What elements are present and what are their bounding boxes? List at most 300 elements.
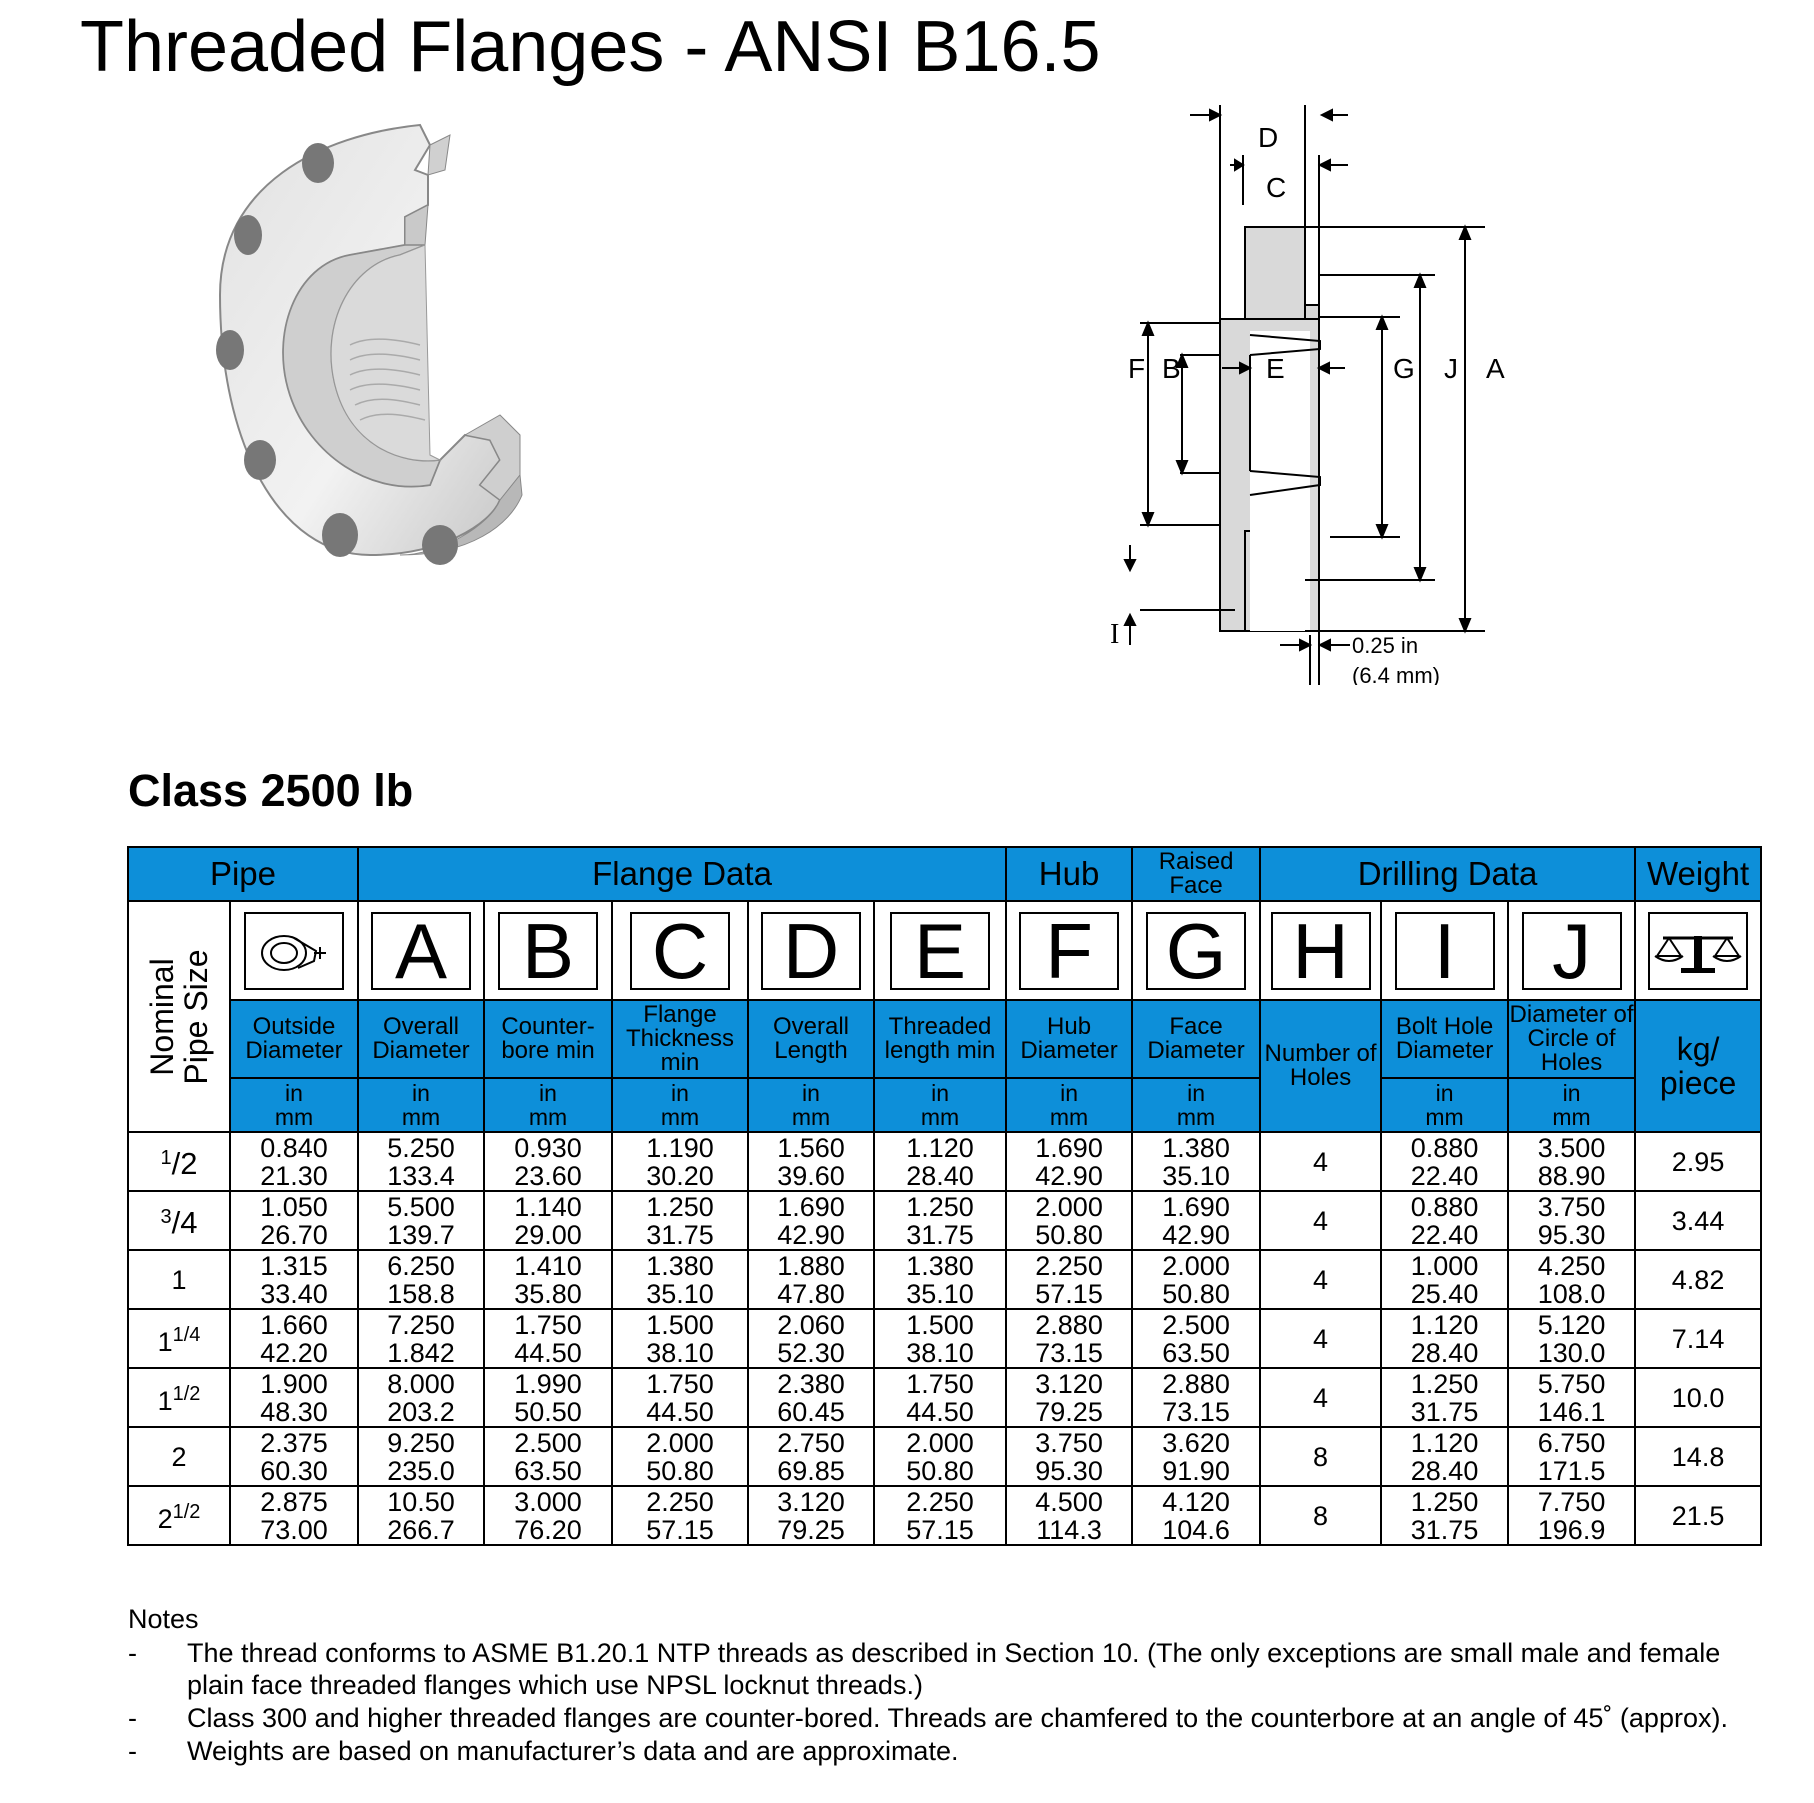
- table-cell: [1132, 1191, 1260, 1250]
- table-cell: [1132, 1132, 1260, 1191]
- pipe-size-cell: [128, 1191, 230, 1250]
- value-in: 4: [1313, 1264, 1329, 1295]
- value-in: 1.190: [646, 1132, 714, 1163]
- table-cell: [358, 1250, 484, 1309]
- table-cell: [230, 1486, 358, 1545]
- unit-mm: mm: [401, 1104, 441, 1130]
- table-cell: [1508, 1309, 1635, 1368]
- note-text: The thread conforms to ASME B1.20.1 NTP threads as described in Section 10. (The only exceptions are small male and female plain face threaded flanges which use NPSL locknut threads.): [187, 1638, 1721, 1700]
- label-f: F: [1128, 353, 1146, 384]
- value-mm: 95.30: [1035, 1455, 1103, 1486]
- table-cell: [1381, 1427, 1508, 1486]
- value-mm: 69.85: [777, 1455, 845, 1486]
- table-cell: [1260, 1132, 1381, 1191]
- value-in: 7.14: [1671, 1323, 1725, 1354]
- label-a: A: [1486, 353, 1505, 384]
- value-in: 1.560: [777, 1132, 845, 1163]
- value-mm: 38.10: [646, 1337, 714, 1368]
- table-cell: [874, 1191, 1006, 1250]
- value-in: 2.375: [260, 1427, 328, 1458]
- desc-overall-diameter: Overall Diameter: [358, 1000, 484, 1078]
- pipe-size-cell: [128, 1486, 230, 1545]
- value-in: 5.250: [387, 1132, 455, 1163]
- value-mm: 63.50: [1162, 1337, 1230, 1368]
- table-row: [128, 1191, 1761, 1250]
- unit-cell: [612, 1078, 748, 1132]
- value-in: 10.0: [1671, 1382, 1725, 1413]
- table-cell: [484, 1250, 612, 1309]
- value-in: 2.500: [514, 1427, 582, 1458]
- value-in: 7.250: [387, 1309, 455, 1340]
- value-mm: 28.40: [1410, 1455, 1479, 1486]
- table-cell: [1635, 1309, 1761, 1368]
- desc-counterbore: Counter-bore min: [484, 1000, 612, 1078]
- value-in: 1.120: [1410, 1427, 1479, 1458]
- table-cell: [230, 1132, 358, 1191]
- desc-hub-diameter: Hub Diameter: [1006, 1000, 1132, 1078]
- unit-mm: mm: [660, 1104, 700, 1130]
- letter-e-icon: E: [890, 912, 990, 990]
- value-in: 4.250: [1537, 1250, 1606, 1281]
- value-in: 1.410: [514, 1250, 582, 1281]
- label-d: D: [1258, 122, 1279, 153]
- value-mm: 50.80: [906, 1455, 974, 1486]
- value-mm: 42.90: [1035, 1160, 1103, 1191]
- desc-number-of-holes: Number of Holes: [1260, 1000, 1381, 1132]
- value-mm: 35.10: [906, 1278, 974, 1309]
- value-mm: 26.70: [260, 1219, 328, 1250]
- table-cell: [1508, 1250, 1635, 1309]
- value-mm: 50.80: [1162, 1278, 1230, 1309]
- unit-mm: mm: [1552, 1104, 1591, 1130]
- pipe-size-fraction: 1/2: [172, 1501, 201, 1523]
- group-hub: Hub: [1006, 847, 1132, 901]
- table-cell: [1006, 1250, 1132, 1309]
- value-mm: 79.25: [1035, 1396, 1103, 1427]
- table-cell: [1381, 1132, 1508, 1191]
- value-in: 4: [1313, 1146, 1329, 1177]
- pipe-size-whole: 2: [157, 1504, 173, 1534]
- unit-cell: [230, 1078, 358, 1132]
- value-in: 1.315: [260, 1250, 328, 1281]
- value-in: 4.82: [1671, 1264, 1725, 1295]
- table-row: [128, 1309, 1761, 1368]
- table-cell: [1132, 1309, 1260, 1368]
- label-c: C: [1266, 172, 1287, 203]
- value-mm: 146.1: [1537, 1396, 1606, 1427]
- unit-in: in: [802, 1080, 820, 1106]
- table-cell: [612, 1427, 748, 1486]
- value-mm: 28.40: [1410, 1337, 1479, 1368]
- letter-b-icon: B: [498, 912, 598, 990]
- value-in: 6.250: [387, 1250, 455, 1281]
- table-row: [128, 1427, 1761, 1486]
- note-item: - Class 300 and higher threaded flanges are counter-bored. Threads are chamfered to the counterbore at an angle of 45˚ (approx).: [128, 1703, 1728, 1733]
- desc-outside-diameter: Outside Diameter: [230, 1000, 358, 1078]
- value-mm: 50.80: [1035, 1219, 1103, 1250]
- letter-i-icon: I: [1395, 912, 1495, 990]
- flange-illustration: [200, 115, 600, 575]
- value-in: 4: [1313, 1323, 1329, 1354]
- table-cell: [612, 1309, 748, 1368]
- table-cell: [1635, 1191, 1761, 1250]
- table-cell: [874, 1250, 1006, 1309]
- table-row: [128, 1486, 1761, 1545]
- notes-title: Notes: [128, 1604, 199, 1634]
- pipe-size-whole: 1: [171, 1264, 187, 1295]
- unit-cell: [1381, 1078, 1508, 1132]
- label-i: I: [1110, 619, 1120, 650]
- value-in: 1.380: [646, 1250, 714, 1281]
- value-mm: 22.40: [1410, 1219, 1479, 1250]
- pipe-size-cell: [128, 1368, 230, 1427]
- value-in: 3.120: [777, 1486, 845, 1517]
- value-in: 2.750: [777, 1427, 845, 1458]
- value-in: 1.880: [777, 1250, 845, 1281]
- label-b: B: [1162, 353, 1181, 384]
- value-in: 5.500: [387, 1191, 455, 1222]
- unit-mm: mm: [920, 1104, 960, 1130]
- pipe-size-whole: 1: [157, 1386, 173, 1416]
- value-mm: 42.90: [1162, 1219, 1230, 1250]
- value-in: 1.120: [1410, 1309, 1479, 1340]
- value-mm: 63.50: [514, 1455, 582, 1486]
- group-drilling-data: Drilling Data: [1260, 847, 1635, 901]
- value-mm: 73.00: [260, 1514, 328, 1545]
- value-mm: 133.4: [387, 1160, 455, 1191]
- value-mm: 25.40: [1410, 1278, 1479, 1309]
- table-cell: [484, 1309, 612, 1368]
- unit-mm: mm: [1049, 1104, 1089, 1130]
- value-in: 2.000: [1162, 1250, 1230, 1281]
- desc-threaded-length: Threaded length min: [874, 1000, 1006, 1078]
- letter-d-icon: D: [761, 912, 861, 990]
- unit-in: in: [1187, 1080, 1206, 1106]
- value-in: 2.250: [1035, 1250, 1103, 1281]
- pipe-size-fraction: 1/4: [172, 1324, 201, 1346]
- table-cell: [874, 1309, 1006, 1368]
- table-cell: [230, 1191, 358, 1250]
- desc-circle-of-holes: Diameter of Circle of Holes: [1509, 1001, 1634, 1076]
- table-cell: [748, 1427, 874, 1486]
- pipe-cross-section-icon: [244, 912, 344, 990]
- weight-icon-cell: [1635, 901, 1761, 1000]
- raised-face-in: 0.25 in: [1352, 633, 1419, 658]
- pipe-size-cell: [128, 1132, 230, 1191]
- value-mm: 57.15: [906, 1514, 974, 1545]
- table-cell: [748, 1368, 874, 1427]
- raised-face-mm: (6.4 mm): [1352, 663, 1440, 685]
- value-in: 2.500: [1162, 1309, 1230, 1340]
- desc-face-diameter: Face Diameter: [1132, 1000, 1260, 1078]
- value-mm: 114.3: [1036, 1514, 1102, 1545]
- value-mm: 31.75: [646, 1219, 714, 1250]
- value-in: 1.990: [514, 1368, 582, 1399]
- value-in: 1.250: [646, 1191, 714, 1222]
- notes-list: [128, 1637, 1768, 1767]
- table-cell: [1381, 1250, 1508, 1309]
- value-in: 3.750: [1035, 1427, 1103, 1458]
- table-cell: [1508, 1368, 1635, 1427]
- table-cell: [612, 1132, 748, 1191]
- value-in: 2.880: [1035, 1309, 1103, 1340]
- table-cell: [1635, 1368, 1761, 1427]
- table-cell: [1260, 1191, 1381, 1250]
- table-cell: [748, 1191, 874, 1250]
- unit-in: in: [1060, 1080, 1079, 1106]
- value-in: 5.120: [1537, 1309, 1606, 1340]
- value-mm: 38.10: [906, 1337, 974, 1368]
- value-in: 0.930: [514, 1132, 582, 1163]
- value-mm: 88.90: [1537, 1160, 1606, 1191]
- value-mm: 23.60: [514, 1160, 582, 1191]
- table-cell: [1508, 1132, 1635, 1191]
- nominal-pipe-size-label: Nominal Pipe Size: [144, 948, 214, 1085]
- label-e: E: [1266, 353, 1285, 384]
- unit-mm: mm: [791, 1104, 831, 1130]
- value-mm: 104.6: [1162, 1514, 1230, 1545]
- value-in: 0.880: [1410, 1191, 1479, 1222]
- pipe-size-whole: 1: [160, 1147, 172, 1169]
- value-mm: 42.90: [777, 1219, 845, 1250]
- value-in: 3.44: [1671, 1205, 1725, 1236]
- scale-icon: [1648, 912, 1748, 990]
- value-in: 5.750: [1537, 1368, 1606, 1399]
- value-in: 2.060: [777, 1309, 845, 1340]
- value-in: 2.000: [906, 1427, 974, 1458]
- value-mm: 73.15: [1162, 1396, 1230, 1427]
- desc-bolt-hole-diameter: Bolt Hole Diameter: [1381, 1000, 1508, 1078]
- table-cell: [1260, 1309, 1381, 1368]
- table-cell: [748, 1309, 874, 1368]
- value-mm: 44.50: [514, 1337, 582, 1368]
- note-item: - The thread conforms to ASME B1.20.1 NTP threads as described in Section 10. (The only exceptions are small male and female plain face threaded flanges which use NPSL locknut threads.): [128, 1638, 1721, 1700]
- value-in: 4: [1313, 1205, 1329, 1236]
- value-mm: 130.0: [1537, 1337, 1606, 1368]
- label-g: G: [1393, 353, 1415, 384]
- unit-cell: [874, 1078, 1006, 1132]
- value-mm: 52.30: [777, 1337, 845, 1368]
- value-in: 3.000: [514, 1486, 582, 1517]
- value-mm: 48.30: [260, 1396, 328, 1427]
- pipe-size-fraction: 1/2: [172, 1383, 201, 1405]
- unit-in: in: [1435, 1080, 1454, 1106]
- table-cell: [230, 1309, 358, 1368]
- unit-in: in: [412, 1080, 430, 1106]
- table-cell: [358, 1309, 484, 1368]
- table-cell: [358, 1191, 484, 1250]
- table-cell: [358, 1132, 484, 1191]
- value-mm: 266.7: [387, 1514, 455, 1545]
- group-flange-data: Flange Data: [358, 847, 1006, 901]
- table-cell: [748, 1486, 874, 1545]
- value-mm: 47.80: [777, 1278, 845, 1309]
- pipe-size-whole: 1: [157, 1327, 173, 1357]
- group-raised-face: Raised Face: [1132, 847, 1260, 901]
- value-mm: 31.75: [1410, 1514, 1479, 1545]
- table-cell: [1132, 1250, 1260, 1309]
- desc-kg-per-piece: kg/ piece: [1635, 1000, 1761, 1132]
- value-mm: 33.40: [260, 1278, 328, 1309]
- value-in: 8.000: [387, 1368, 455, 1399]
- value-in: 1.250: [906, 1191, 974, 1222]
- table-cell: [484, 1191, 612, 1250]
- unit-cell: [358, 1078, 484, 1132]
- value-in: 2.95: [1671, 1146, 1725, 1177]
- value-mm: 235.0: [387, 1455, 455, 1486]
- value-in: 4.500: [1035, 1486, 1103, 1517]
- value-mm: 60.45: [777, 1396, 845, 1427]
- unit-in: in: [285, 1080, 303, 1106]
- value-mm: 31.75: [1410, 1396, 1479, 1427]
- letter-j-icon: J: [1522, 912, 1622, 990]
- unit-mm: mm: [1425, 1104, 1464, 1130]
- value-mm: 22.40: [1410, 1160, 1479, 1191]
- table-cell: [1260, 1250, 1381, 1309]
- table-cell: [1508, 1486, 1635, 1545]
- value-in: 8: [1313, 1441, 1329, 1472]
- value-mm: 21.30: [260, 1160, 328, 1191]
- table-cell: [1381, 1486, 1508, 1545]
- value-mm: 95.30: [1537, 1219, 1606, 1250]
- unit-in: in: [1562, 1080, 1581, 1106]
- unit-cell: [748, 1078, 874, 1132]
- group-pipe: Pipe: [128, 847, 358, 901]
- value-in: 2.250: [646, 1486, 714, 1517]
- value-mm: 57.15: [646, 1514, 714, 1545]
- value-mm: 76.20: [514, 1514, 582, 1545]
- value-mm: 57.15: [1035, 1278, 1103, 1309]
- value-in: 6.750: [1537, 1427, 1606, 1458]
- value-in: 1.690: [777, 1191, 845, 1222]
- table-cell: [748, 1250, 874, 1309]
- unit-cell: [1132, 1078, 1260, 1132]
- letter-g-icon: G: [1146, 912, 1246, 990]
- value-in: 1.690: [1035, 1132, 1103, 1163]
- value-in: 1.500: [906, 1309, 974, 1340]
- value-in: 0.880: [1410, 1132, 1479, 1163]
- table-cell: [1381, 1191, 1508, 1250]
- table-cell: [1381, 1309, 1508, 1368]
- value-in: 7.750: [1537, 1486, 1606, 1517]
- value-mm: 35.10: [646, 1278, 714, 1309]
- table-cell: [1508, 1427, 1635, 1486]
- value-in: 1.750: [646, 1368, 714, 1399]
- value-in: 1.250: [1410, 1368, 1479, 1399]
- letter-h-icon: H: [1271, 912, 1371, 990]
- value-in: 3.750: [1537, 1191, 1606, 1222]
- value-in: 2.000: [1035, 1191, 1103, 1222]
- table-cell: [1006, 1486, 1132, 1545]
- value-in: 1.750: [906, 1368, 974, 1399]
- table-cell: [230, 1427, 358, 1486]
- value-in: 1.250: [1410, 1486, 1479, 1517]
- table-cell: [612, 1191, 748, 1250]
- table-cell: [230, 1368, 358, 1427]
- pipe-icon-cell: [230, 901, 358, 1000]
- notes-section: [128, 1603, 1768, 1768]
- table-cell: [1006, 1132, 1132, 1191]
- pipe-size-whole: 3: [160, 1206, 172, 1228]
- table-cell: [484, 1486, 612, 1545]
- nominal-pipe-size-header: [128, 901, 230, 1132]
- value-mm: 30.20: [646, 1160, 714, 1191]
- table-cell: [1006, 1368, 1132, 1427]
- letter-a-icon: A: [371, 912, 471, 990]
- value-mm: 39.60: [777, 1160, 845, 1191]
- value-mm: 50.50: [514, 1396, 582, 1427]
- table-cell: [1132, 1427, 1260, 1486]
- table-cell: [874, 1427, 1006, 1486]
- value-in: 9.250: [387, 1427, 455, 1458]
- group-weight: Weight: [1635, 847, 1761, 901]
- unit-in: in: [671, 1080, 689, 1106]
- table-cell: [230, 1250, 358, 1309]
- table-cell: [484, 1132, 612, 1191]
- table-cell: [1508, 1191, 1635, 1250]
- table-cell: [1006, 1427, 1132, 1486]
- table-cell: [1132, 1486, 1260, 1545]
- note-text: Class 300 and higher threaded flanges are counter-bored. Threads are chamfered to the counterbore at an angle of 45˚ (approx).: [187, 1703, 1728, 1733]
- value-in: 1.690: [1162, 1191, 1230, 1222]
- value-mm: 91.90: [1162, 1455, 1230, 1486]
- value-mm: 196.9: [1537, 1514, 1606, 1545]
- value-mm: 1.842: [387, 1337, 455, 1368]
- desc-overall-length: Overall Length: [748, 1000, 874, 1078]
- value-in: 1.380: [1162, 1132, 1230, 1163]
- class-heading: Class 2500 lb: [128, 765, 414, 816]
- table-cell: [1260, 1427, 1381, 1486]
- unit-cell: [484, 1078, 612, 1132]
- table-cell: [1635, 1250, 1761, 1309]
- value-mm: 171.5: [1537, 1455, 1606, 1486]
- value-mm: 158.8: [387, 1278, 455, 1309]
- table-cell: [1006, 1191, 1132, 1250]
- table-cell: [1635, 1486, 1761, 1545]
- value-in: 2.875: [260, 1486, 328, 1517]
- value-in: 2.380: [777, 1368, 845, 1399]
- value-mm: 28.40: [906, 1160, 974, 1191]
- value-in: 10.50: [387, 1486, 455, 1517]
- table-cell: [874, 1486, 1006, 1545]
- page-title: Threaded Flanges - ANSI B16.5: [80, 7, 1101, 87]
- value-in: 2.880: [1162, 1368, 1230, 1399]
- value-in: 4: [1313, 1382, 1329, 1413]
- value-mm: 79.25: [777, 1514, 845, 1545]
- value-mm: 203.2: [387, 1396, 455, 1427]
- value-mm: 139.7: [387, 1219, 455, 1250]
- value-mm: 73.15: [1035, 1337, 1103, 1368]
- value-mm: 35.10: [1162, 1160, 1230, 1191]
- table-cell: [748, 1132, 874, 1191]
- table-body: [128, 1132, 1761, 1545]
- note-text: Weights are based on manufacturer’s data and are approximate.: [187, 1736, 959, 1766]
- unit-mm: mm: [528, 1104, 568, 1130]
- unit-in: in: [539, 1080, 557, 1106]
- pipe-size-cell: [128, 1309, 230, 1368]
- value-mm: 44.50: [906, 1396, 974, 1427]
- table-cell: [1381, 1368, 1508, 1427]
- value-in: 1.000: [1410, 1250, 1479, 1281]
- value-in: 21.5: [1671, 1500, 1725, 1531]
- dimension-diagram: [1090, 105, 1510, 690]
- table-cell: [358, 1427, 484, 1486]
- value-mm: 108.0: [1537, 1278, 1606, 1309]
- table-cell: [1006, 1309, 1132, 1368]
- unit-in: in: [931, 1080, 949, 1106]
- value-in: 1.120: [906, 1132, 974, 1163]
- value-in: 1.500: [646, 1309, 714, 1340]
